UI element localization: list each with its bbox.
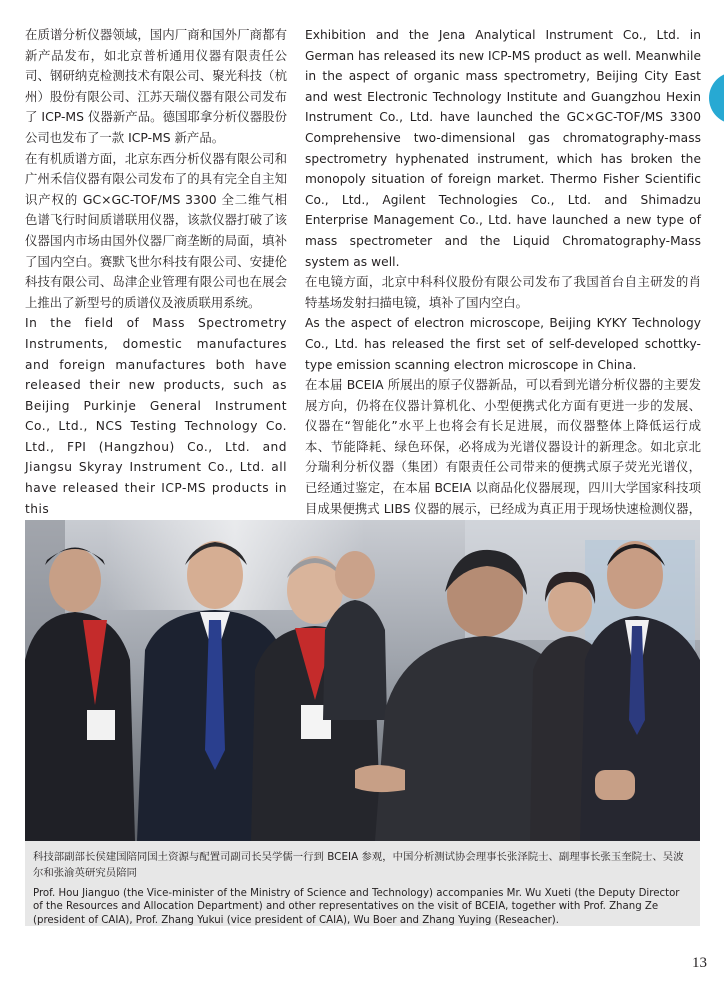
page-number: 13	[692, 955, 707, 971]
left-column	[25, 25, 287, 519]
photo-caption	[25, 841, 700, 926]
right-paragraph-electron-microscope-en: As the aspect of electron microscope, Beijing KYKY Technology Co., Ltd. has released the first set of self-developed schottky-type emission scanning electron microscope in China.	[305, 316, 701, 372]
photo-caption-en: Prof. Hou Jianguo (the Vice-minister of the Ministry of Science and Technology) accompanies Mr. Wu Xueti (the Deputy Director of the Resources and Allocation Department) and other representatives on the visit of BCEIA, together with Prof. Zhang Ze (president of CAIA), Prof. Zhang Yukui (vice president of CAIA), Wu Boer and Zhang Yuying (Reseacher).	[33, 888, 680, 926]
event-photo	[25, 520, 700, 841]
section-side-tab	[709, 72, 724, 124]
photo-caption-cn: 科技部副部长侯建国陪同国土资源与配置司副司长吴学儒一行到 BCEIA 参观，中国分析测试协会理事长张泽院士、副理事长张玉奎院士、吴波尔和张渝英研究员陪同	[33, 851, 684, 879]
left-paragraph-organic-ms-cn: 在有机质谱方面，北京东西分析仪器有限公司和广州禾信仪器有限公司发布了的具有完全自主知识产权的 GC×GC-TOF/MS 3300 全二维气相色谱飞行时间质谱联用仪器，该款仪器打破了该仪器国内市场由国外仪器厂商垄断的局面，填补了国内空白。赛默飞世尔科技有限公司、安捷伦科技有限公司、岛津企业管理有限公司也在展会上推出了新型号的质谱仪及液质联用系统。	[25, 150, 287, 310]
right-paragraph-electron-microscope-cn: 在电镜方面，北京中科科仪股份有限公司发布了我国首台自主研发的肖特基场发射扫描电镜，填补了国内空白。	[305, 274, 701, 310]
left-paragraph-mass-spec-en: In the field of Mass Spectrometry Instruments, domestic manufactures and foreign manufactures both have released their new products, such as Beijing Purkinje General Instrument Co., Ltd., NCS Testing Technology Co. Ltd., FPI (Hangzhou) Co., Ltd. and Jiangsu Skyray Instrument Co., Ltd. all have released their ICP-MS products in this	[25, 316, 287, 516]
right-paragraph-exhibition-en: Exhibition and the Jena Analytical Instrument Co., Ltd. in German has released its new ICP-MS product as well. Meanwhile in the aspect of organic mass spectrometry, Beijing City East and west Electronic Technology Institute and Guangzhou Hexin Instrument Co., Ltd. have launched the GC×GC-TOF/MS 3300 Comprehensive two-dimensional gas chromatography-mass spectrometry hyphenated instrument, which has broken the monopoly situation of foreign market. Thermo Fisher Scientific Co., Ltd., Agilent Technologies Co., Ltd. and Shimadzu Enterprise Management Co., Ltd. have launched a new type of mass spectrometer and the Liquid Chromatography-Mass system as well.	[305, 28, 701, 269]
right-column	[305, 25, 701, 540]
left-paragraph-icpms-cn: 在质谱分析仪器领域，国内厂商和国外厂商都有新产品发布，如北京普析通用仪器有限责任公司、钢研纳克检测技术有限公司、聚光科技（杭州）股份有限公司、江苏天瑞仪器有限公司发布了 ICP-MS 仪器新产品。德国耶拿分析仪器股份公司也发布了一款 ICP-MS 新产品。	[25, 27, 287, 145]
event-photo-illustration	[25, 520, 700, 841]
right-paragraph-atomic-instruments-cn: 在本届 BCEIA 所展出的原子仪器新品，可以看到光谱分析仪器的主要发展方向，仍将在仪器计算机化、小型便携式化方面有更进一步的发展、仪器在“智能化”水平上也将会有长足进展，而仪器整体上降低运行成本、节能降耗、绿色环保，必将成为光谱仪器设计的新理念。如北京北分瑞利分析仪器（集团）有限责任公司带来的便携式原子荧光光谱仪，已经通过鉴定，在本届 BCEIA 以商品化仪器展现，四川大学国家科技项目成果便携式 LIBS 仪器的展示，已经成为真正用于现场快速检测仪器，	[305, 377, 701, 516]
